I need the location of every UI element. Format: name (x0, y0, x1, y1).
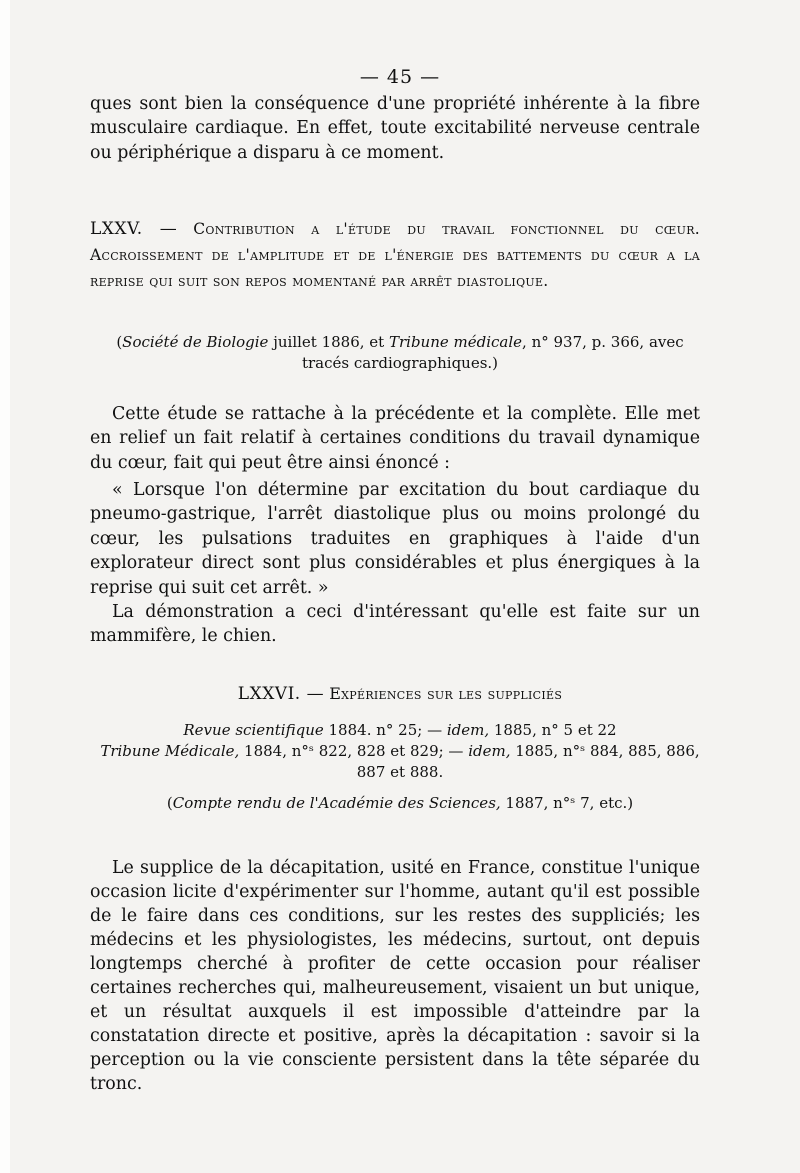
ref-revue-scientifique: Revue scientifique (183, 721, 324, 739)
ref-idem-2: idem, (468, 742, 511, 760)
section-lxxvi-title: Expériences sur les suppliciés (329, 684, 563, 703)
ref-line-academie (100, 793, 700, 814)
section-lxxvi-heading (0, 684, 800, 704)
section-lxxvi-references (100, 720, 700, 814)
ref-revue-details-2: 1885, n° 5 et 22 (489, 721, 617, 739)
section-lxxv-reference (100, 332, 700, 374)
section-lxxv-number: LXXV. — (90, 219, 178, 239)
paragraph-lxxv-intro: Cette étude se rattache à la précédente et la complète. Elle met en relief un fait relatif à certaines conditions du travail dynamique du cœur, fait qui peut être ainsi énoncé : (90, 404, 700, 473)
section-lxxv-heading (90, 216, 700, 294)
paragraph-lxxv-quote: « Lorsque l'on détermine par excitation du bout cardiaque du pneumo-gastrique, l'arrêt diastolique plus ou moins prolongé du cœur, les pulsations traduites en graphiques à l'aide d'un explorateur direct sont plus considérables et plus énergiques à la reprise qui suit cet arrêt. » (90, 480, 700, 598)
ref-date: juillet 1886, et (268, 333, 389, 351)
ref-compte-rendu: Compte rendu de l'Académie des Sciences, (172, 794, 501, 812)
ref-paren-2: ( (166, 794, 173, 812)
section-lxxv-title: Contribution a l'étude du travail fonctionnel du cœur. Accroissement de l'amplitude et de l'énergie des battements du cœur a la reprise qui suit son repos momentané par arrêt diastolique. (90, 220, 701, 290)
ref-line-revue (100, 720, 700, 741)
section-lxxvi-number: LXXVI. — (237, 684, 325, 704)
ref-details: , n° 937, p. 366, avec tracés cardiographiques.) (301, 333, 684, 372)
ref-journal-tribune: Tribune médicale (388, 333, 523, 351)
page-number: — 45 — (359, 66, 441, 88)
ref-tribune-details-2: 1885, n°ˢ 884, 885, 886, 887 et 888. (356, 742, 700, 781)
ref-paren: ( (116, 333, 123, 351)
ref-line-tribune (100, 741, 700, 783)
ref-journal-societe: Société de Biologie (122, 333, 269, 351)
ref-idem-1: idem, (446, 721, 490, 739)
paragraph-continued: ques sont bien la conséquence d'une propriété inhérente à la fibre musculaire cardiaque. En effet, toute excitabilité nerveuse centrale ou périphérique a disparu à ce moment. (90, 94, 700, 163)
paragraph-lxxv-conclusion: La démonstration a ceci d'intéressant qu'elle est faite sur un mammifère, le chien. (90, 602, 700, 647)
page-edge (0, 0, 10, 1173)
ref-academie-details: 1887, n°ˢ 7, etc.) (500, 794, 634, 812)
ref-tribune-medicale: Tribune Médicale, (100, 742, 240, 760)
ref-tribune-details: 1884, n°ˢ 822, 828 et 829; — (239, 742, 469, 760)
paragraph-lxxvi: Le supplice de la décapitation, usité en France, constitue l'unique occasion licite d'expérimenter sur l'homme, autant qu'il est possible de le faire dans ces conditions, sur les restes des suppliciés; les médecins et les physiologistes, les médecins, surtout, ont depuis longtemps cherché à profiter de cette occasion pour réaliser certaines recherches qui, malheureusement, visaient un but unique, et un résultat auxquels il est impossible d'atteindre par la constatation directe et positive, après la décapitation : savoir si la perception ou la vie consciente persistent dans la tête séparée du tronc. (90, 858, 700, 1094)
ref-revue-details: 1884. n° 25; — (323, 721, 447, 739)
